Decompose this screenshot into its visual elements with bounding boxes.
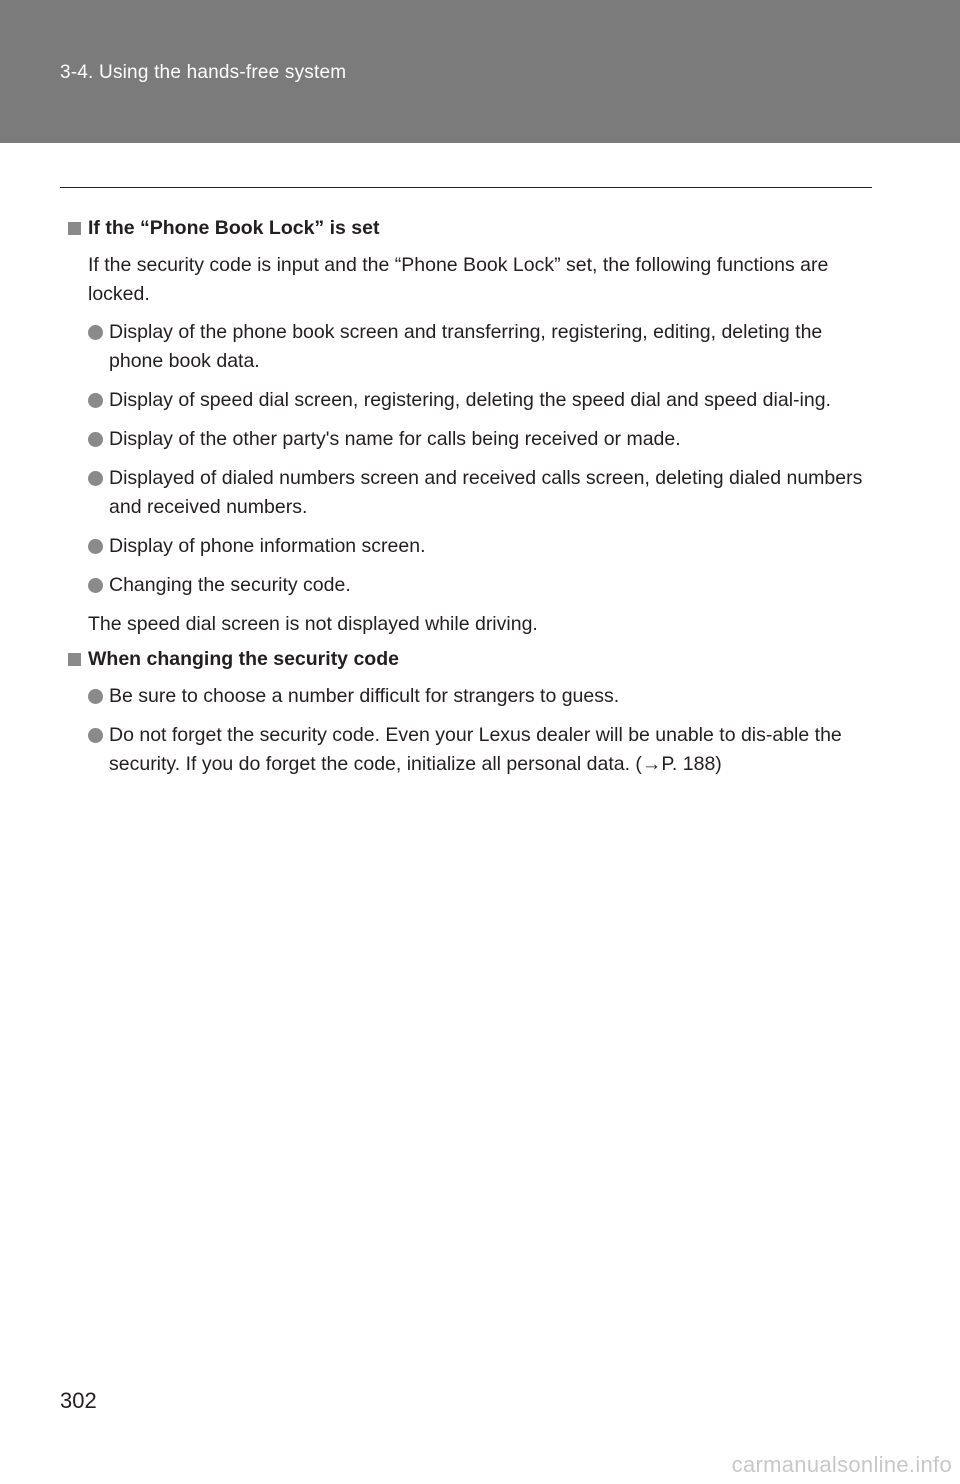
- list-item-text: Display of phone information screen.: [109, 535, 426, 557]
- list-item: [88, 571, 868, 600]
- round-bullet-icon: [88, 689, 103, 704]
- list-item: [88, 682, 868, 711]
- section-heading-phone-book-lock: [68, 214, 868, 243]
- section-title: 3-4. Using the hands-free system: [60, 62, 347, 83]
- heading-text: If the “Phone Book Lock” is set: [88, 217, 380, 239]
- page-content: [68, 214, 868, 789]
- list-item: [88, 318, 868, 376]
- list-item: [88, 425, 868, 454]
- list-item-text: Changing the security code.: [109, 574, 351, 596]
- square-bullet-icon: [68, 653, 81, 666]
- list-item: [88, 386, 868, 415]
- round-bullet-icon: [88, 539, 103, 554]
- heading-text: When changing the security code: [88, 648, 399, 670]
- round-bullet-icon: [88, 578, 103, 593]
- watermark: carmanualsonline.info: [731, 1452, 952, 1477]
- security-code-tips-list: [88, 682, 868, 779]
- section-heading-changing-security-code: [68, 645, 868, 674]
- divider: [60, 187, 872, 188]
- round-bullet-icon: [88, 471, 103, 486]
- list-item-text: Display of the other party's name for calls being received or made.: [109, 428, 681, 450]
- list-item-text: Do not forget the security code. Even your Lexus dealer will be unable to dis-able the security. If you do forget the code, initialize all personal data. (→P. 188): [109, 724, 842, 775]
- round-bullet-icon: [88, 432, 103, 447]
- round-bullet-icon: [88, 728, 103, 743]
- list-item: [88, 721, 868, 779]
- list-item-text: Displayed of dialed numbers screen and received calls screen, deleting dialed numbers and received numbers.: [109, 467, 863, 518]
- note-paragraph: The speed dial screen is not displayed while driving.: [88, 613, 538, 635]
- locked-functions-list: [88, 318, 868, 600]
- round-bullet-icon: [88, 393, 103, 408]
- list-item: [88, 532, 868, 561]
- page-number: 302: [60, 1388, 97, 1413]
- list-item-text: Be sure to choose a number difficult for strangers to guess.: [109, 685, 620, 707]
- round-bullet-icon: [88, 325, 103, 340]
- section-header-band: [0, 0, 960, 143]
- list-item-text: Display of the phone book screen and transferring, registering, editing, deleting the phone book data.: [109, 321, 823, 372]
- list-item: [88, 464, 868, 522]
- square-bullet-icon: [68, 222, 81, 235]
- list-item-text: Display of speed dial screen, registering, deleting the speed dial and speed dial-ing.: [109, 389, 831, 411]
- intro-paragraph: If the security code is input and the “Phone Book Lock” set, the following functions are locked.: [88, 254, 829, 305]
